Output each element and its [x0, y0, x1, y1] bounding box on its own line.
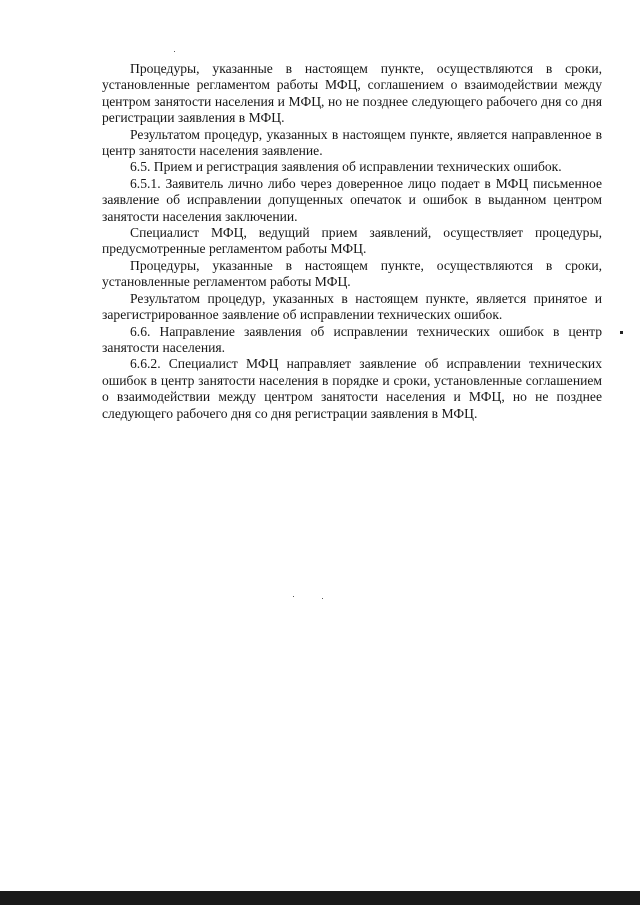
paragraph-6-6-2: 6.6.2. Специалист МФЦ направляет заявление об исправлении технических ошибок в центр занятости населения в порядке и сроки, установленные соглашением о взаимодействии между центром занятости населения и МФЦ, но не позднее следующего рабочего дня со дня регистрации заявления в МФЦ. — [102, 356, 602, 421]
scan-speck — [322, 598, 323, 599]
paragraph-6-5-1: 6.5.1. Заявитель лично либо через доверенное лицо подает в МФЦ письменное заявление об исправлении допущенных опечаток и ошибок в выданном центром занятости населения заключении. — [102, 175, 602, 224]
paragraph-procedures-terms-2: Процедуры, указанные в настоящем пункте, осуществляются в сроки, установленные регламентом работы МФЦ. — [102, 257, 602, 290]
document-body — [102, 61, 602, 422]
section-heading-6-5: 6.5. Прием и регистрация заявления об исправлении технических ошибок. — [130, 159, 562, 175]
paragraph-specialist-1: Специалист МФЦ, ведущий прием заявлений, осуществляет процедуры, предусмотренные регламентом работы МФЦ. — [102, 225, 602, 257]
section-heading-6-6: 6.6. Направление заявления об исправлении технических ошибок в центр занятости населения. — [102, 323, 602, 355]
paragraph-procedures-terms-1: Процедуры, указанные в настоящем пункте, осуществляются в сроки, установленные регламентом работы МФЦ, соглашением о взаимодействии между центром занятости населения и МФЦ, но не позднее следующего рабочего дня со дня регистрации заявления в МФЦ. — [102, 61, 602, 126]
paragraph-result-1: Результатом процедур, указанных в настоящем пункте, является направленное в центр занятости населения заявление. — [102, 126, 602, 159]
scan-speck — [174, 51, 175, 52]
scan-speck — [620, 331, 623, 334]
scan-border-bottom — [0, 891, 640, 905]
paragraph-result-2: Результатом процедур, указанных в настоящем пункте, является принятое и зарегистрированное заявление об исправлении технических ошибок. — [102, 290, 602, 323]
scan-speck — [293, 596, 294, 597]
